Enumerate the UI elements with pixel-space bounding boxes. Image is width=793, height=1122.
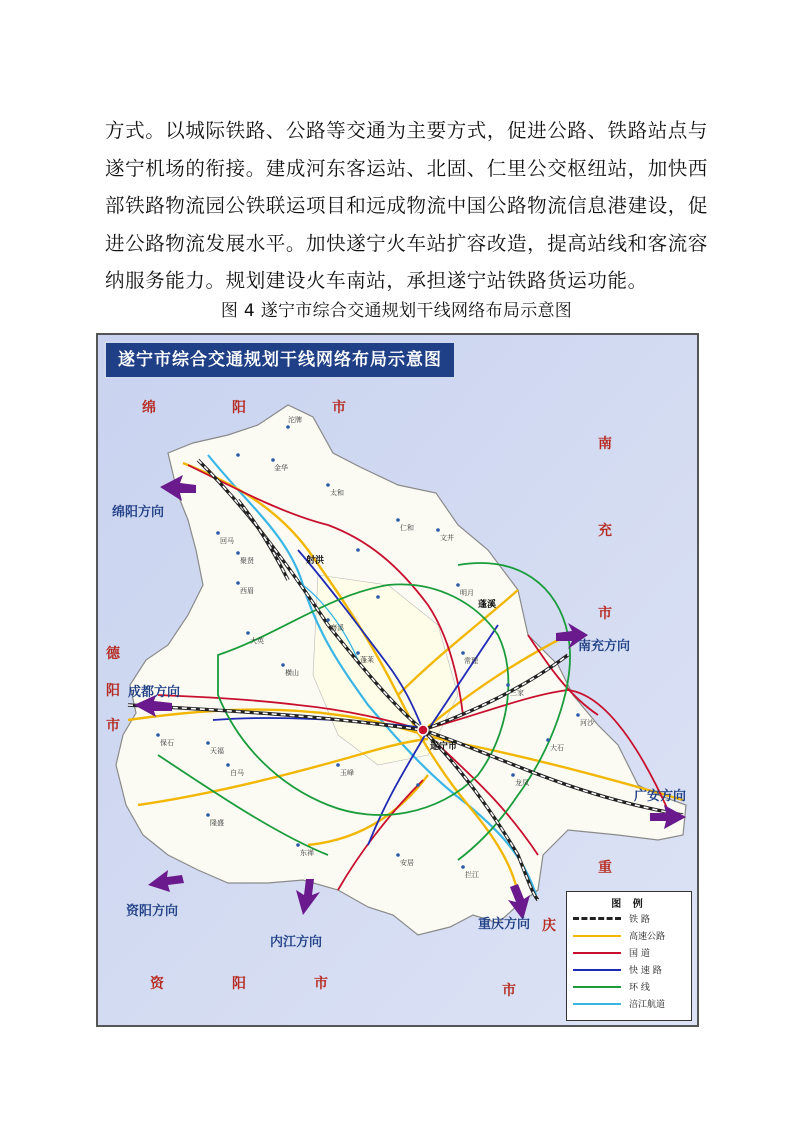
legend-label: 铁 路: [629, 915, 650, 925]
town-label: 东禅: [300, 849, 314, 857]
town-label: 安居: [400, 859, 414, 867]
ring-road-swatch: [573, 986, 621, 988]
direction-mianyang: 绵阳方向: [112, 505, 165, 520]
map-legend: [566, 891, 692, 1021]
paragraph-line: 部铁路物流园公铁联运项目和远成物流中国公路物流信息港建设，促: [105, 194, 709, 217]
town-label: 聚贤: [240, 557, 254, 565]
region-nanchong-3: 市: [598, 606, 612, 622]
legend-label: 高速公路: [629, 932, 666, 942]
legend-label: 国 道: [629, 949, 650, 959]
figure-caption: 图 4 遂宁市综合交通规划干线网络布局示意图: [220, 301, 573, 321]
town-label: 仁和: [400, 524, 414, 532]
town-label: 蓬莱: [360, 656, 374, 664]
paragraph-line: 纳服务能力。规划建设火车南站，承担遂宁站铁路货运功能。: [105, 269, 648, 292]
town-label: 隆盛: [210, 819, 224, 827]
region-ziyang-2: 阳: [232, 976, 246, 992]
legend-label: 环 线: [629, 983, 650, 993]
legend-title: 图 例: [611, 899, 647, 910]
region-nanchong-2: 充: [598, 523, 612, 539]
direction-chengdu: 成都方向: [128, 685, 181, 700]
town-label: 西眉: [240, 587, 254, 595]
national-road-swatch: [573, 952, 621, 954]
region-mianyang-2: 阳: [232, 400, 246, 416]
town-label: 河沙: [580, 719, 594, 727]
direction-neijiang: 内江方向: [270, 935, 323, 950]
town-label: 常理: [464, 657, 478, 665]
map-title: 遂宁市综合交通规划干线网络布局示意图: [104, 341, 456, 379]
town-label: 玉峰: [340, 769, 354, 777]
town-label: 拦江: [465, 871, 479, 879]
town-label: 横山: [285, 669, 299, 677]
direction-guangan: 广安方向: [634, 789, 687, 804]
waterway-swatch: [573, 1003, 621, 1005]
railway-swatch: [573, 917, 621, 920]
town-label: 文井: [440, 534, 454, 542]
town-label: 龙凤: [515, 779, 529, 787]
paragraph-line: 方式。以城际铁路、公路等交通为主要方式，促进公路、铁路站点与: [105, 119, 709, 142]
town-label: 沱牌: [288, 416, 302, 424]
region-mianyang-3: 市: [332, 400, 346, 416]
town-label: 磨溪: [330, 624, 344, 632]
region-deyang-2: 阳: [106, 683, 120, 699]
fast-road-swatch: [573, 969, 621, 971]
legend-item-ring-road: [567, 978, 691, 995]
town-label: 太和: [330, 489, 344, 497]
legend-item-railway: [567, 910, 691, 927]
town-label: 三家: [510, 689, 524, 697]
legend-item-national-road: [567, 944, 691, 961]
region-chongqing-3: 市: [502, 983, 516, 999]
city-pengxi: 蓬溪: [478, 600, 497, 610]
town-label: 明月: [460, 589, 474, 597]
transport-map: [96, 333, 699, 1027]
legend-label: 快 速 路: [629, 966, 662, 976]
direction-nanchong: 南充方向: [578, 639, 631, 654]
body-paragraph: [105, 112, 709, 300]
direction-ziyang: 资阳方向: [126, 904, 179, 919]
region-chongqing-2: 庆: [542, 918, 556, 934]
legend-item-fast-road: [567, 961, 691, 978]
expressway-swatch: [573, 935, 621, 937]
suining-city-marker: [418, 725, 428, 735]
region-ziyang-3: 市: [314, 976, 328, 992]
region-chongqing-1: 重: [598, 860, 612, 876]
direction-chongqing: 重庆方向: [478, 917, 531, 932]
legend-item-expressway: [567, 927, 691, 944]
town-label: 白马: [230, 769, 244, 777]
town-label: 回马: [220, 537, 234, 545]
region-nanchong-1: 南: [598, 436, 612, 452]
town-label: 保石: [160, 739, 174, 747]
town-label: 天福: [210, 747, 224, 755]
town-label: 大石: [550, 744, 564, 752]
region-mianyang-1: 绵: [142, 400, 156, 416]
region-deyang-3: 市: [106, 718, 120, 734]
paragraph-line: 遂宁机场的衔接。建成河东客运站、北固、仁里公交枢纽站，加快西: [105, 156, 709, 180]
town-label: 大英: [250, 637, 264, 645]
city-shehong: 射洪: [306, 556, 325, 566]
city-suining: 遂宁市: [430, 742, 458, 752]
legend-label: 涪江航道: [629, 1000, 666, 1010]
region-ziyang-1: 资: [150, 976, 164, 992]
paragraph-line: 进公路物流发展水平。加快遂宁火车站扩容改造，提高站线和客流容: [105, 231, 709, 255]
legend-item-waterway: [567, 995, 691, 1012]
region-deyang-1: 德: [106, 646, 120, 662]
town-label: 金华: [274, 464, 288, 472]
